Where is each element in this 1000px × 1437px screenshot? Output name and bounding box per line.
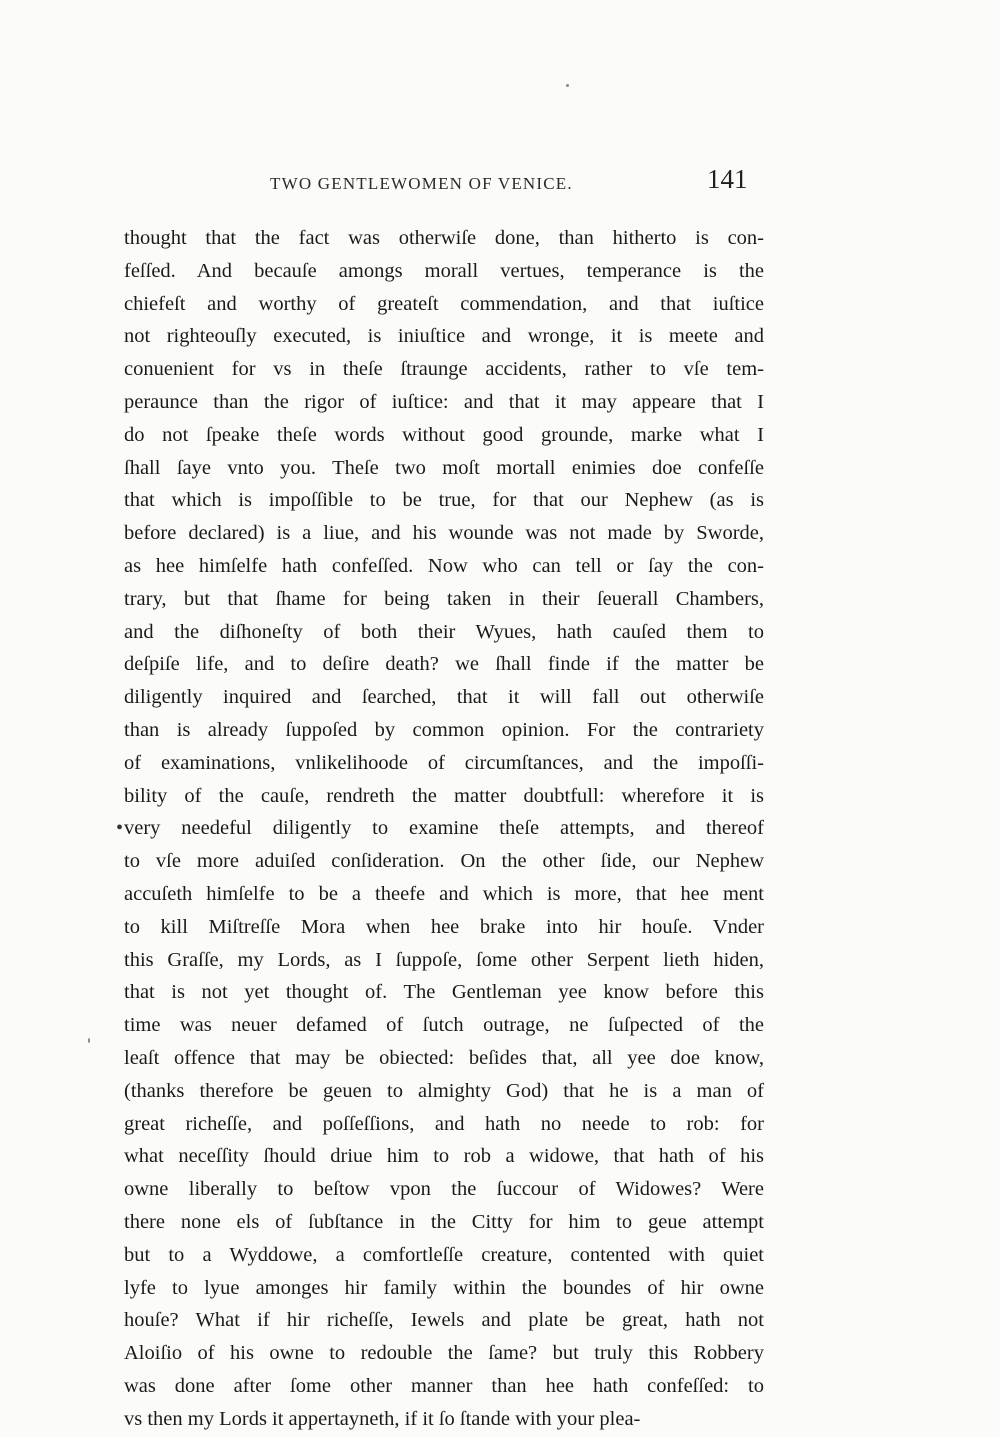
text-line: bility of the cauſe, rendreth the matter doubtfull: wherefore it is [124,784,764,807]
text-line: chiefeſt and worthy of greateſt commendation, and that iuſtice [124,292,764,315]
text-line: Aloiſio of his owne to redouble the ſame? but truly this Robbery [124,1342,764,1365]
text-line: deſpiſe life, and to deſire death? we ſhall finde if the matter be [124,653,764,676]
text-line: before declared) is a liue, and his wounde was not made by Sworde, [124,522,764,545]
text-line: do not ſpeake theſe words without good grounde, marke what I [124,423,764,446]
text-line: this Graſſe, my Lords, as I ſuppoſe, ſome other Serpent lieth hiden, [124,948,764,971]
text-line: ſhall ſaye vnto you. Theſe two moſt mortall enimies doe confeſſe [124,456,764,479]
text-line: lyfe to lyue amonges hir family within the boundes of hir owne [124,1276,764,1299]
text-line: than is already ſuppoſed by common opinion. For the contrariety [124,718,764,741]
text-line: (thanks therefore be geuen to almighty God) that he is a man of [124,1079,764,1102]
text-line: accuſeth himſelfe to be a theefe and which is more, that hee ment [124,882,764,905]
text-line: but to a Wyddowe, a comfortleſſe creature, contented with quiet [124,1243,764,1266]
text-line: and the diſhoneſty of both their Wyues, hath cauſed them to [124,620,764,643]
paper-speck [88,1038,90,1043]
text-line: to vſe more aduiſed conſideration. On the other ſide, our Nephew [124,850,764,873]
text-line: vs then my Lords it appertayneth, if it ſo ſtande with your plea- [124,1407,641,1430]
running-title: TWO GENTLEWOMEN OF VENICE. [270,174,573,193]
text-line: of examinations, vnlikelihoode of circumſtances, and the impoſſi- [124,751,764,774]
text-line: diligently inquired and ſearched, that it will fall out otherwiſe [124,686,764,709]
body-text [124,222,764,1435]
text-line: that which is impoſſible to be true, for that our Nephew (as is [124,489,764,512]
paper-speck [566,84,569,87]
text-line: as hee himſelfe hath confeſſed. Now who can tell or ſay the con- [124,554,764,577]
text-line: to kill Miſtreſſe Mora when hee brake into hir houſe. Vnder [124,915,764,938]
text-line: that is not yet thought of. The Gentleman yee know before this [124,981,764,1004]
text-line: peraunce than the rigor of iuſtice: and that it may appeare that I [124,390,764,413]
text-line: time was neuer defamed of ſutch outrage, ne ſuſpected of the [124,1014,764,1037]
text-line: great richeſſe, and poſſeſſions, and hath no neede to rob: for [124,1112,764,1135]
text-line: very needeful diligently to examine theſe attempts, and thereof [124,817,764,840]
text-line: feſſed. And becauſe amongs morall vertues, temperance is the [124,259,764,282]
margin-bullet: • [116,817,124,839]
text-line: conuenient for vs in theſe ſtraunge accidents, rather to vſe tem- [124,358,764,381]
text-line: owne liberally to beſtow vpon the ſuccour of Widowes? Were [124,1178,764,1201]
text-line: what neceſſity ſhould driue him to rob a widowe, that hath of his [124,1145,764,1168]
text-line: houſe? What if hir richeſſe, Iewels and plate be great, hath not [124,1309,764,1332]
text-line: was done after ſome other manner than hee hath confeſſed: to [124,1374,764,1397]
text-line: trary, but that ſhame for being taken in their ſeuerall Chambers, [124,587,764,610]
text-line: there none els of ſubſtance in the Citty for him to geue attempt [124,1210,764,1233]
page-number: 141 [707,164,748,194]
text-line: not righteouſly executed, is iniuſtice and wronge, it is meete and [124,325,764,348]
text-line: thought that the fact was otherwiſe done, than hitherto is con- [124,227,764,249]
text-line: leaſt offence that may be obiected: beſides that, all yee doe know, [124,1046,764,1069]
